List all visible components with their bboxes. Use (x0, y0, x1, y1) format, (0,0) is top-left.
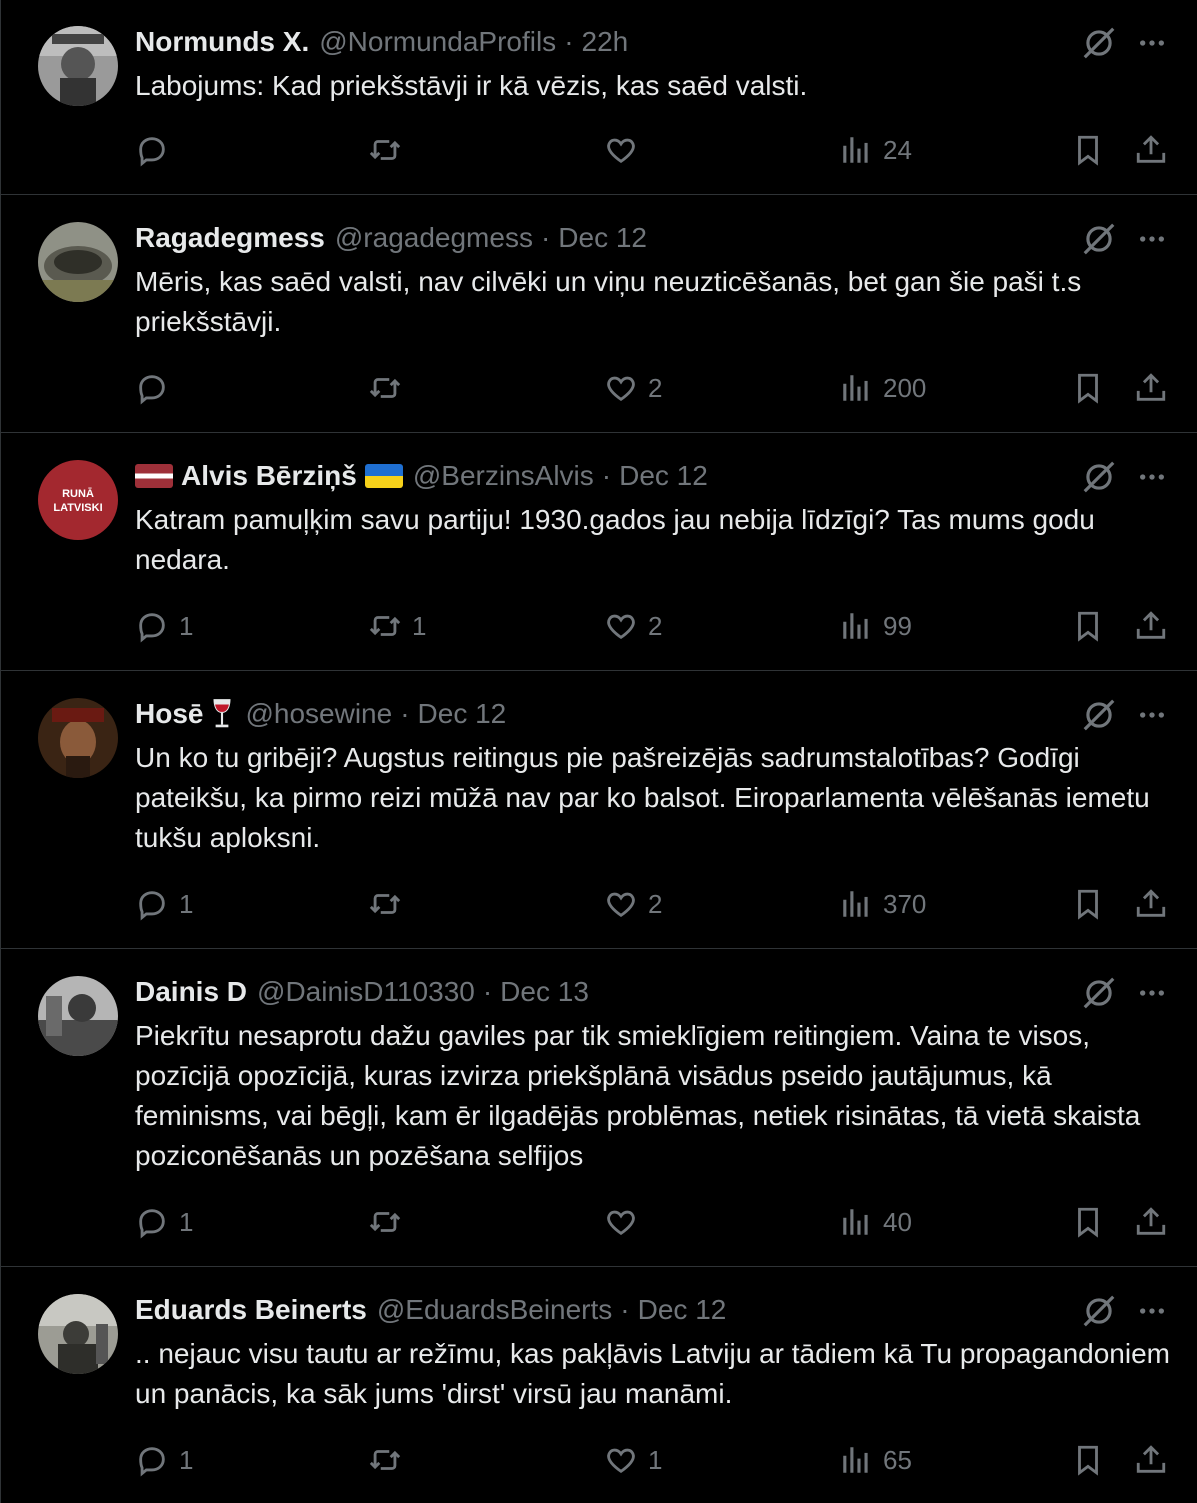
like-button[interactable] (604, 130, 648, 170)
latvia-flag-icon (135, 464, 173, 488)
reply-count: 1 (179, 888, 194, 919)
tweet-text: Katram pamuļķim savu partiju! 1930.gados jau nebija līdzīgi? Tas mums godu nedara. (135, 504, 1095, 575)
bookmark-icon (1071, 887, 1105, 921)
timestamp[interactable]: Dec 12 (417, 698, 507, 729)
retweet-icon (368, 133, 402, 167)
action-bar (135, 130, 1175, 170)
tweet[interactable] (1, 1268, 1197, 1503)
view-count: 40 (883, 1206, 912, 1237)
bookmark-icon (1071, 609, 1105, 643)
reply-count: 1 (179, 1444, 194, 1475)
share-button[interactable] (1134, 884, 1168, 924)
action-bar (135, 1440, 1175, 1480)
like-icon (604, 1205, 638, 1239)
more-icon[interactable] (1136, 27, 1168, 59)
view-count: 65 (883, 1444, 912, 1475)
reply-icon (135, 1443, 169, 1477)
tweet[interactable] (1, 434, 1197, 671)
user-handle[interactable]: @DainisD110330 (257, 976, 475, 1007)
retweet-icon (368, 1443, 402, 1477)
timestamp[interactable]: Dec 12 (619, 460, 708, 491)
tweet-text: Labojums: Kad priekšstāvji ir kā vēzis, kas saēd valsti. (135, 70, 808, 101)
like-icon (604, 609, 638, 643)
display-name[interactable]: Hosē (135, 698, 204, 729)
grok-icon[interactable] (1080, 458, 1118, 496)
separator: · (482, 976, 493, 1007)
bookmark-button[interactable] (1071, 884, 1105, 924)
views-icon (839, 887, 873, 921)
display-name[interactable]: Dainis D (135, 976, 248, 1007)
reply-button[interactable] (135, 884, 193, 924)
like-button[interactable] (604, 368, 662, 408)
grok-icon[interactable] (1080, 220, 1118, 258)
action-bar (135, 606, 1175, 646)
share-icon (1134, 133, 1168, 167)
reply-icon (135, 371, 169, 405)
views-button[interactable] (839, 130, 912, 170)
reply-button[interactable] (135, 130, 179, 170)
views-button[interactable] (839, 1202, 912, 1242)
display-name[interactable]: Eduards Beinerts (135, 1294, 367, 1325)
reply-icon (135, 1205, 169, 1239)
timestamp[interactable]: Dec 12 (558, 222, 647, 253)
retweet-button[interactable] (368, 1202, 412, 1242)
timestamp[interactable]: Dec 13 (500, 976, 589, 1007)
bookmark-icon (1071, 1205, 1105, 1239)
more-icon[interactable] (1136, 977, 1168, 1009)
bookmark-button[interactable] (1071, 1202, 1105, 1242)
share-icon (1134, 1205, 1168, 1239)
views-button[interactable] (839, 606, 912, 646)
user-handle[interactable]: @BerzinsAlvis (412, 460, 594, 491)
like-count: 1 (648, 1444, 663, 1475)
avatar-text-2: LATVISKI (53, 502, 103, 514)
display-name[interactable]: Ragadegmess (135, 222, 325, 253)
more-icon[interactable] (1136, 1295, 1168, 1327)
timestamp[interactable]: 22h (581, 26, 629, 57)
reply-count: 1 (179, 610, 194, 641)
tweet-text: Un ko tu gribēji? Augstus reitingus pie pašreizējās sadrumstalotības? Godīgi pateikšu, ka pirmo reizi mūžā nav par ko balsot. Eiroparlamenta vēlēšanās iemetu tukšu aploksni. (135, 742, 1150, 853)
action-bar (135, 884, 1175, 924)
retweet-button[interactable] (368, 884, 412, 924)
like-button[interactable] (604, 884, 662, 924)
display-name[interactable]: Normunds X. (135, 26, 310, 57)
grok-icon[interactable] (1080, 696, 1118, 734)
retweet-count: 1 (412, 610, 427, 641)
share-icon (1134, 887, 1168, 921)
avatar[interactable] (38, 976, 118, 1056)
action-bar (135, 368, 1175, 408)
like-icon (604, 133, 638, 167)
user-handle[interactable]: @ragadegmess (334, 222, 533, 253)
user-handle[interactable]: @EduardsBeinerts (376, 1294, 613, 1325)
view-count: 370 (883, 888, 927, 919)
reply-button[interactable] (135, 1440, 193, 1480)
user-handle[interactable]: @hosewine (245, 698, 393, 729)
like-icon (604, 371, 638, 405)
tweet-text: Mēris, kas saēd valsti, nav cilvēki un viņu neuzticēšanās, bet gan šie paši t.s priekšstāvji. (135, 266, 1082, 337)
more-icon[interactable] (1136, 223, 1168, 255)
retweet-button[interactable] (368, 606, 426, 646)
tweet-header (135, 220, 647, 256)
share-button[interactable] (1134, 130, 1168, 170)
bookmark-icon (1071, 133, 1105, 167)
tweet-header (135, 458, 708, 494)
grok-icon[interactable] (1080, 24, 1118, 62)
reply-icon (135, 887, 169, 921)
like-count: 2 (648, 610, 663, 641)
bookmark-button[interactable] (1071, 130, 1105, 170)
ukraine-flag-icon (365, 464, 403, 488)
view-count: 200 (883, 372, 927, 403)
reply-button[interactable] (135, 1202, 193, 1242)
bookmark-button[interactable] (1071, 606, 1105, 646)
like-icon (604, 1443, 638, 1477)
view-count: 99 (883, 610, 912, 641)
tweet[interactable] (1, 672, 1197, 949)
views-button[interactable] (839, 368, 926, 408)
retweet-icon (368, 609, 402, 643)
retweet-button[interactable] (368, 130, 412, 170)
views-button[interactable] (839, 884, 926, 924)
share-icon (1134, 371, 1168, 405)
tweet[interactable] (1, 196, 1197, 433)
tweet-header (135, 1292, 726, 1328)
user-handle[interactable]: @NormundaProfils (319, 26, 557, 57)
tweet-header (135, 696, 506, 732)
grok-icon[interactable] (1080, 974, 1118, 1012)
like-count: 2 (648, 888, 663, 919)
separator: · (400, 698, 410, 729)
views-icon (839, 1205, 873, 1239)
view-count: 24 (883, 134, 912, 165)
timestamp[interactable]: Dec 12 (637, 1294, 727, 1325)
like-button[interactable] (604, 606, 662, 646)
tweet-header (135, 974, 589, 1010)
reply-button[interactable] (135, 368, 179, 408)
share-button[interactable] (1134, 1440, 1168, 1480)
tweet[interactable] (1, 0, 1197, 195)
avatar[interactable] (38, 222, 118, 302)
retweet-button[interactable] (368, 368, 412, 408)
bookmark-icon (1071, 1443, 1105, 1477)
like-button[interactable] (604, 1202, 648, 1242)
avatar[interactable] (38, 698, 118, 778)
views-icon (839, 133, 873, 167)
retweet-icon (368, 1205, 402, 1239)
reply-icon (135, 609, 169, 643)
share-icon (1134, 1443, 1168, 1477)
separator: · (540, 222, 551, 253)
share-icon (1134, 609, 1168, 643)
more-icon[interactable] (1136, 699, 1168, 731)
separator: · (620, 1294, 630, 1325)
avatar-text-1: RUNĀ (62, 488, 94, 500)
action-bar (135, 1202, 1175, 1242)
tweet[interactable] (1, 950, 1197, 1267)
reply-count: 1 (179, 1206, 194, 1237)
avatar[interactable] (38, 1294, 118, 1374)
tweet-text: .. nejauc visu tautu ar režīmu, kas pakļāvis Latviju ar tādiem kā Tu propagandoniem un panācis, ka sāk jums 'dirst' virsū jau manāmi. (135, 1338, 1170, 1409)
views-icon (839, 371, 873, 405)
more-icon[interactable] (1136, 461, 1168, 493)
share-button[interactable] (1134, 1202, 1168, 1242)
bookmark-button[interactable] (1071, 368, 1105, 408)
tweet-header (135, 24, 628, 60)
like-button[interactable] (604, 1440, 662, 1480)
retweet-button[interactable] (368, 1440, 412, 1480)
like-count: 2 (648, 372, 663, 403)
display-name[interactable]: Alvis Bērziņš (181, 460, 357, 491)
share-button[interactable] (1134, 606, 1168, 646)
wine-glass-icon (209, 697, 235, 731)
reply-button[interactable] (135, 606, 193, 646)
retweet-icon (368, 887, 402, 921)
bookmark-icon (1071, 371, 1105, 405)
avatar[interactable] (38, 460, 118, 540)
grok-icon[interactable] (1080, 1292, 1118, 1330)
views-icon (839, 609, 873, 643)
views-icon (839, 1443, 873, 1477)
tweet-text: Piekrītu nesaprotu dažu gaviles par tik smieklīgiem reitingiem. Vaina te visos, pozīcijā opozīcijā, kuras izvirza priekšplānā visādus pseido jautājumus, kā feminisms, vai bēgļi, kam ēr ilgadējās problēmas, netiek risinātas, tā vietā skaista poziconēšanās un pozēšana selfijos (135, 1020, 1141, 1171)
like-icon (604, 887, 638, 921)
reply-icon (135, 133, 169, 167)
separator: · (564, 26, 574, 57)
bookmark-button[interactable] (1071, 1440, 1105, 1480)
separator: · (601, 460, 612, 491)
retweet-icon (368, 371, 402, 405)
share-button[interactable] (1134, 368, 1168, 408)
avatar[interactable] (38, 26, 118, 106)
views-button[interactable] (839, 1440, 912, 1480)
